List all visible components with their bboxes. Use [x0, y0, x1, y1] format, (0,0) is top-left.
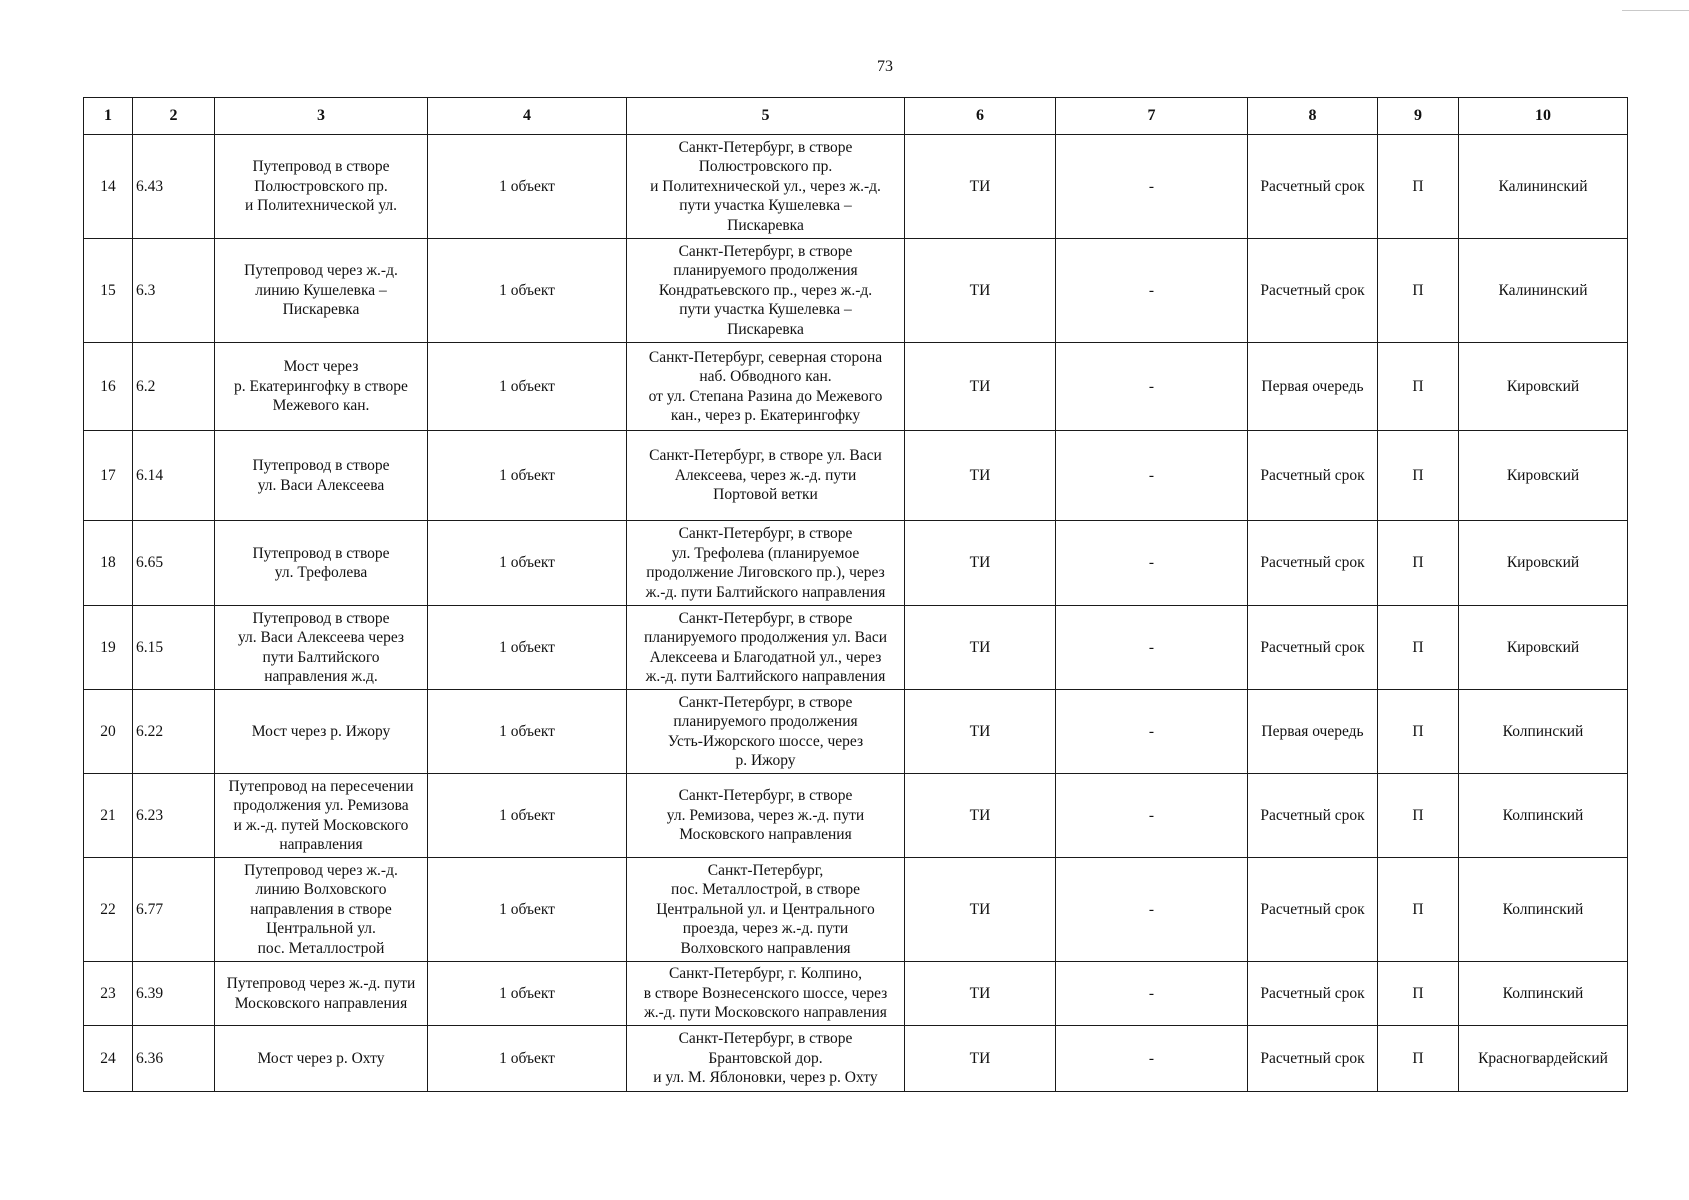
location-cell: Санкт-Петербург, в створе планируемого продолжения Усть-Ижорского шоссе, через р. Ижору [627, 690, 905, 774]
data-table [83, 97, 1628, 1092]
district-cell: Колпинский [1459, 690, 1628, 774]
term-cell: Расчетный срок [1248, 239, 1378, 343]
table-row [84, 135, 1628, 239]
table-row [84, 521, 1628, 606]
district-cell: Калининский [1459, 239, 1628, 343]
column-7-cell: - [1056, 135, 1248, 239]
object-name-cell: Путепровод в створе ул. Васи Алексеева [215, 431, 428, 521]
term-cell: Расчетный срок [1248, 774, 1378, 858]
column-7-cell: - [1056, 858, 1248, 962]
table-row [84, 774, 1628, 858]
table-row [84, 690, 1628, 774]
row-number-cell: 21 [84, 774, 133, 858]
row-number-cell: 20 [84, 690, 133, 774]
table-row [84, 962, 1628, 1026]
quantity-cell: 1 объект [428, 606, 627, 690]
column-7-cell: - [1056, 962, 1248, 1026]
status-cell: П [1378, 690, 1459, 774]
quantity-cell: 1 объект [428, 239, 627, 343]
district-cell: Колпинский [1459, 858, 1628, 962]
column-header: 5 [627, 98, 905, 135]
type-cell: ТИ [905, 135, 1056, 239]
term-cell: Первая очередь [1248, 690, 1378, 774]
object-name-cell: Путепровод через ж.-д. линию Кушелевка – Пискаревка [215, 239, 428, 343]
quantity-cell: 1 объект [428, 690, 627, 774]
term-cell: Расчетный срок [1248, 431, 1378, 521]
object-name-cell: Путепровод в створе Полюстровского пр. и Политехнической ул. [215, 135, 428, 239]
table-row [84, 606, 1628, 690]
status-cell: П [1378, 774, 1459, 858]
district-cell: Калининский [1459, 135, 1628, 239]
district-cell: Колпинский [1459, 774, 1628, 858]
status-cell: П [1378, 606, 1459, 690]
status-cell: П [1378, 431, 1459, 521]
location-cell: Санкт-Петербург, в створе ул. Ремизова, через ж.-д. пути Московского направления [627, 774, 905, 858]
status-cell: П [1378, 343, 1459, 431]
row-number-cell: 23 [84, 962, 133, 1026]
type-cell: ТИ [905, 606, 1056, 690]
status-cell: П [1378, 521, 1459, 606]
row-number-cell: 16 [84, 343, 133, 431]
object-name-cell: Путепровод через ж.-д. линию Волховского направления в створе Центральной ул. пос. Металлострой [215, 858, 428, 962]
column-7-cell: - [1056, 690, 1248, 774]
quantity-cell: 1 объект [428, 962, 627, 1026]
location-cell: Санкт-Петербург, в створе ул. Васи Алексеева, через ж.-д. пути Портовой ветки [627, 431, 905, 521]
status-cell: П [1378, 962, 1459, 1026]
district-cell: Кировский [1459, 343, 1628, 431]
status-cell: П [1378, 135, 1459, 239]
table-row [84, 343, 1628, 431]
table-row [84, 858, 1628, 962]
location-cell: Санкт-Петербург, в створе Брантовской дор. и ул. М. Яблоновки, через р. Охту [627, 1026, 905, 1092]
table-row [84, 1026, 1628, 1092]
column-7-cell: - [1056, 606, 1248, 690]
code-cell: 6.23 [133, 774, 215, 858]
column-header: 2 [133, 98, 215, 135]
quantity-cell: 1 объект [428, 858, 627, 962]
code-cell: 6.14 [133, 431, 215, 521]
status-cell: П [1378, 1026, 1459, 1092]
object-name-cell: Мост через р. Охту [215, 1026, 428, 1092]
column-header: 4 [428, 98, 627, 135]
column-7-cell: - [1056, 431, 1248, 521]
location-cell: Санкт-Петербург, северная сторона наб. Обводного кан. от ул. Степана Разина до Межевого кан., через р. Екатерингофку [627, 343, 905, 431]
row-number-cell: 24 [84, 1026, 133, 1092]
location-cell: Санкт-Петербург, в створе ул. Трефолева (планируемое продолжение Лиговского пр.), через ж.-д. пути Балтийского направления [627, 521, 905, 606]
district-cell: Кировский [1459, 431, 1628, 521]
type-cell: ТИ [905, 343, 1056, 431]
quantity-cell: 1 объект [428, 431, 627, 521]
code-cell: 6.77 [133, 858, 215, 962]
column-header: 8 [1248, 98, 1378, 135]
quantity-cell: 1 объект [428, 1026, 627, 1092]
object-name-cell: Путепровод на пересечении продолжения ул. Ремизова и ж.-д. путей Московского направления [215, 774, 428, 858]
column-7-cell: - [1056, 1026, 1248, 1092]
district-cell: Кировский [1459, 521, 1628, 606]
quantity-cell: 1 объект [428, 135, 627, 239]
column-header: 9 [1378, 98, 1459, 135]
column-7-cell: - [1056, 343, 1248, 431]
column-header: 6 [905, 98, 1056, 135]
row-number-cell: 19 [84, 606, 133, 690]
header-row [84, 98, 1628, 135]
table-body [84, 135, 1628, 1092]
code-cell: 6.3 [133, 239, 215, 343]
column-header: 7 [1056, 98, 1248, 135]
district-cell: Колпинский [1459, 962, 1628, 1026]
term-cell: Расчетный срок [1248, 858, 1378, 962]
quantity-cell: 1 объект [428, 521, 627, 606]
type-cell: ТИ [905, 521, 1056, 606]
object-name-cell: Путепровод через ж.-д. пути Московского направления [215, 962, 428, 1026]
column-header: 10 [1459, 98, 1628, 135]
type-cell: ТИ [905, 774, 1056, 858]
type-cell: ТИ [905, 1026, 1056, 1092]
term-cell: Расчетный срок [1248, 1026, 1378, 1092]
page-number: 73 [877, 58, 893, 75]
type-cell: ТИ [905, 239, 1056, 343]
code-cell: 6.36 [133, 1026, 215, 1092]
code-cell: 6.2 [133, 343, 215, 431]
object-name-cell: Мост через р. Ижору [215, 690, 428, 774]
location-cell: Санкт-Петербург, в створе Полюстровского пр. и Политехнической ул., через ж.-д. пути участка Кушелевка – Пискаревка [627, 135, 905, 239]
status-cell: П [1378, 239, 1459, 343]
location-cell: Санкт-Петербург, пос. Металлострой, в створе Центральной ул. и Центрального проезда, через ж.-д. пути Волховского направления [627, 858, 905, 962]
term-cell: Первая очередь [1248, 343, 1378, 431]
row-number-cell: 14 [84, 135, 133, 239]
term-cell: Расчетный срок [1248, 521, 1378, 606]
status-cell: П [1378, 858, 1459, 962]
location-cell: Санкт-Петербург, г. Колпино, в створе Вознесенского шоссе, через ж.-д. пути Московского направления [627, 962, 905, 1026]
column-7-cell: - [1056, 239, 1248, 343]
term-cell: Расчетный срок [1248, 135, 1378, 239]
quantity-cell: 1 объект [428, 774, 627, 858]
location-cell: Санкт-Петербург, в створе планируемого продолжения ул. Васи Алексеева и Благодатной ул., через ж.-д. пути Балтийского направления [627, 606, 905, 690]
row-number-cell: 17 [84, 431, 133, 521]
column-header: 1 [84, 98, 133, 135]
object-name-cell: Путепровод в створе ул. Васи Алексеева через пути Балтийского направления ж.д. [215, 606, 428, 690]
row-number-cell: 18 [84, 521, 133, 606]
district-cell: Красногвардейский [1459, 1026, 1628, 1092]
row-number-cell: 22 [84, 858, 133, 962]
column-7-cell: - [1056, 521, 1248, 606]
type-cell: ТИ [905, 962, 1056, 1026]
type-cell: ТИ [905, 431, 1056, 521]
code-cell: 6.43 [133, 135, 215, 239]
object-name-cell: Путепровод в створе ул. Трефолева [215, 521, 428, 606]
term-cell: Расчетный срок [1248, 606, 1378, 690]
type-cell: ТИ [905, 858, 1056, 962]
type-cell: ТИ [905, 690, 1056, 774]
column-7-cell: - [1056, 774, 1248, 858]
table-header [84, 98, 1628, 135]
quantity-cell: 1 объект [428, 343, 627, 431]
location-cell: Санкт-Петербург, в створе планируемого продолжения Кондратьевского пр., через ж.-д. пути участка Кушелевка – Пискаревка [627, 239, 905, 343]
object-name-cell: Мост через р. Екатерингофку в створе Межевого кан. [215, 343, 428, 431]
code-cell: 6.15 [133, 606, 215, 690]
table-row [84, 239, 1628, 343]
district-cell: Кировский [1459, 606, 1628, 690]
row-number-cell: 15 [84, 239, 133, 343]
column-header: 3 [215, 98, 428, 135]
term-cell: Расчетный срок [1248, 962, 1378, 1026]
table-row [84, 431, 1628, 521]
scan-mark [1622, 10, 1689, 11]
code-cell: 6.65 [133, 521, 215, 606]
code-cell: 6.39 [133, 962, 215, 1026]
code-cell: 6.22 [133, 690, 215, 774]
